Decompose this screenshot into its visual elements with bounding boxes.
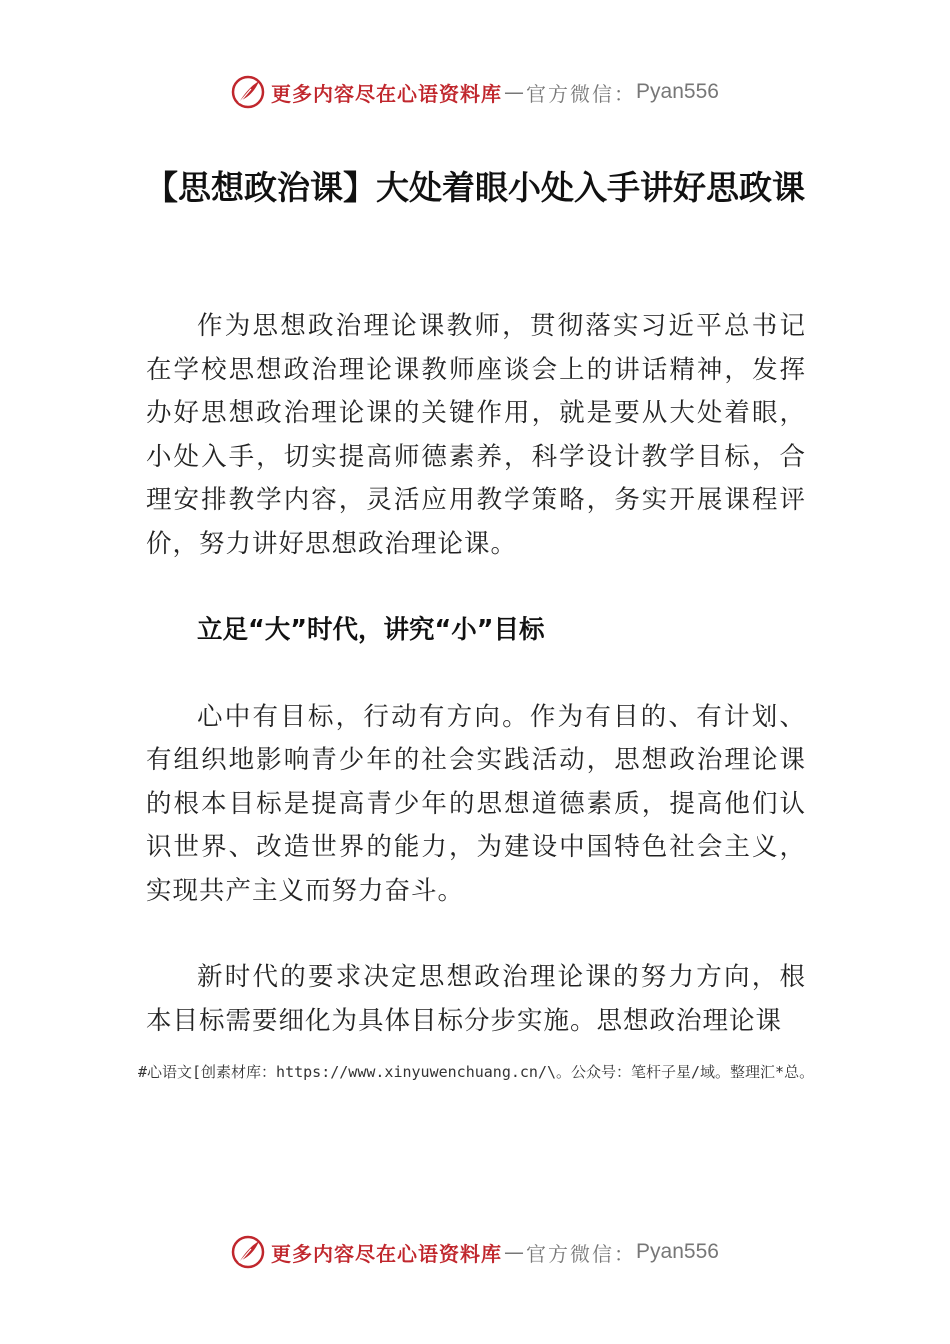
feather-logo-icon xyxy=(231,1235,265,1269)
document-title: 【思想政治课】大处着眼小处入手讲好思政课 xyxy=(145,168,805,207)
banner-separator: — xyxy=(504,1240,525,1264)
section-heading: 立足“大”时代，讲究“小”目标 xyxy=(197,615,545,645)
bottom-banner xyxy=(0,1230,950,1274)
footnote: #心语文[创素材库：https://www.xinyuwenchuang.cn/\。公众号：笔杆子星/域。整理汇*总。 xyxy=(138,1063,815,1081)
wechat-label: 官方微信： xyxy=(526,81,637,106)
top-banner xyxy=(0,70,950,114)
banner-text: 更多内容尽在心语资料库 xyxy=(271,1241,503,1266)
wechat-id: Pyan556 xyxy=(636,80,719,103)
paragraph-intro: 作为思想政治理论课教师，贯彻落实习近平总书记在学校思想政治理论课教师座谈会上的讲话精神，发挥办好思想政治理论课的关键作用，就是要从大处着眼，小处入手，切实提高师德素养，科学设计教学目标，合理安排教学内容，灵活应用教学策略，务实开展课程评价，努力讲好思想政治理论课。 xyxy=(146,311,806,559)
feather-logo-icon xyxy=(231,75,265,109)
wechat-label: 官方微信： xyxy=(526,1241,637,1266)
banner-separator: — xyxy=(504,80,525,104)
banner-text: 更多内容尽在心语资料库 xyxy=(271,81,503,106)
document-body xyxy=(146,305,806,1043)
paragraph-goals: 心中有目标，行动有方向。作为有目的、有计划、有组织地影响青少年的社会实践活动，思想政治理论课的根本目标是提高青少年的思想道德素质，提高他们认识世界、改造世界的能力，为建设中国特色社会主义，实现共产主义而努力奋斗。 xyxy=(146,701,806,906)
paragraph-new-era: 新时代的要求决定思想政治理论课的努力方向，根本目标需要细化为具体目标分步实施。思想政治理论课 xyxy=(146,962,806,1036)
wechat-id: Pyan556 xyxy=(636,1240,719,1263)
